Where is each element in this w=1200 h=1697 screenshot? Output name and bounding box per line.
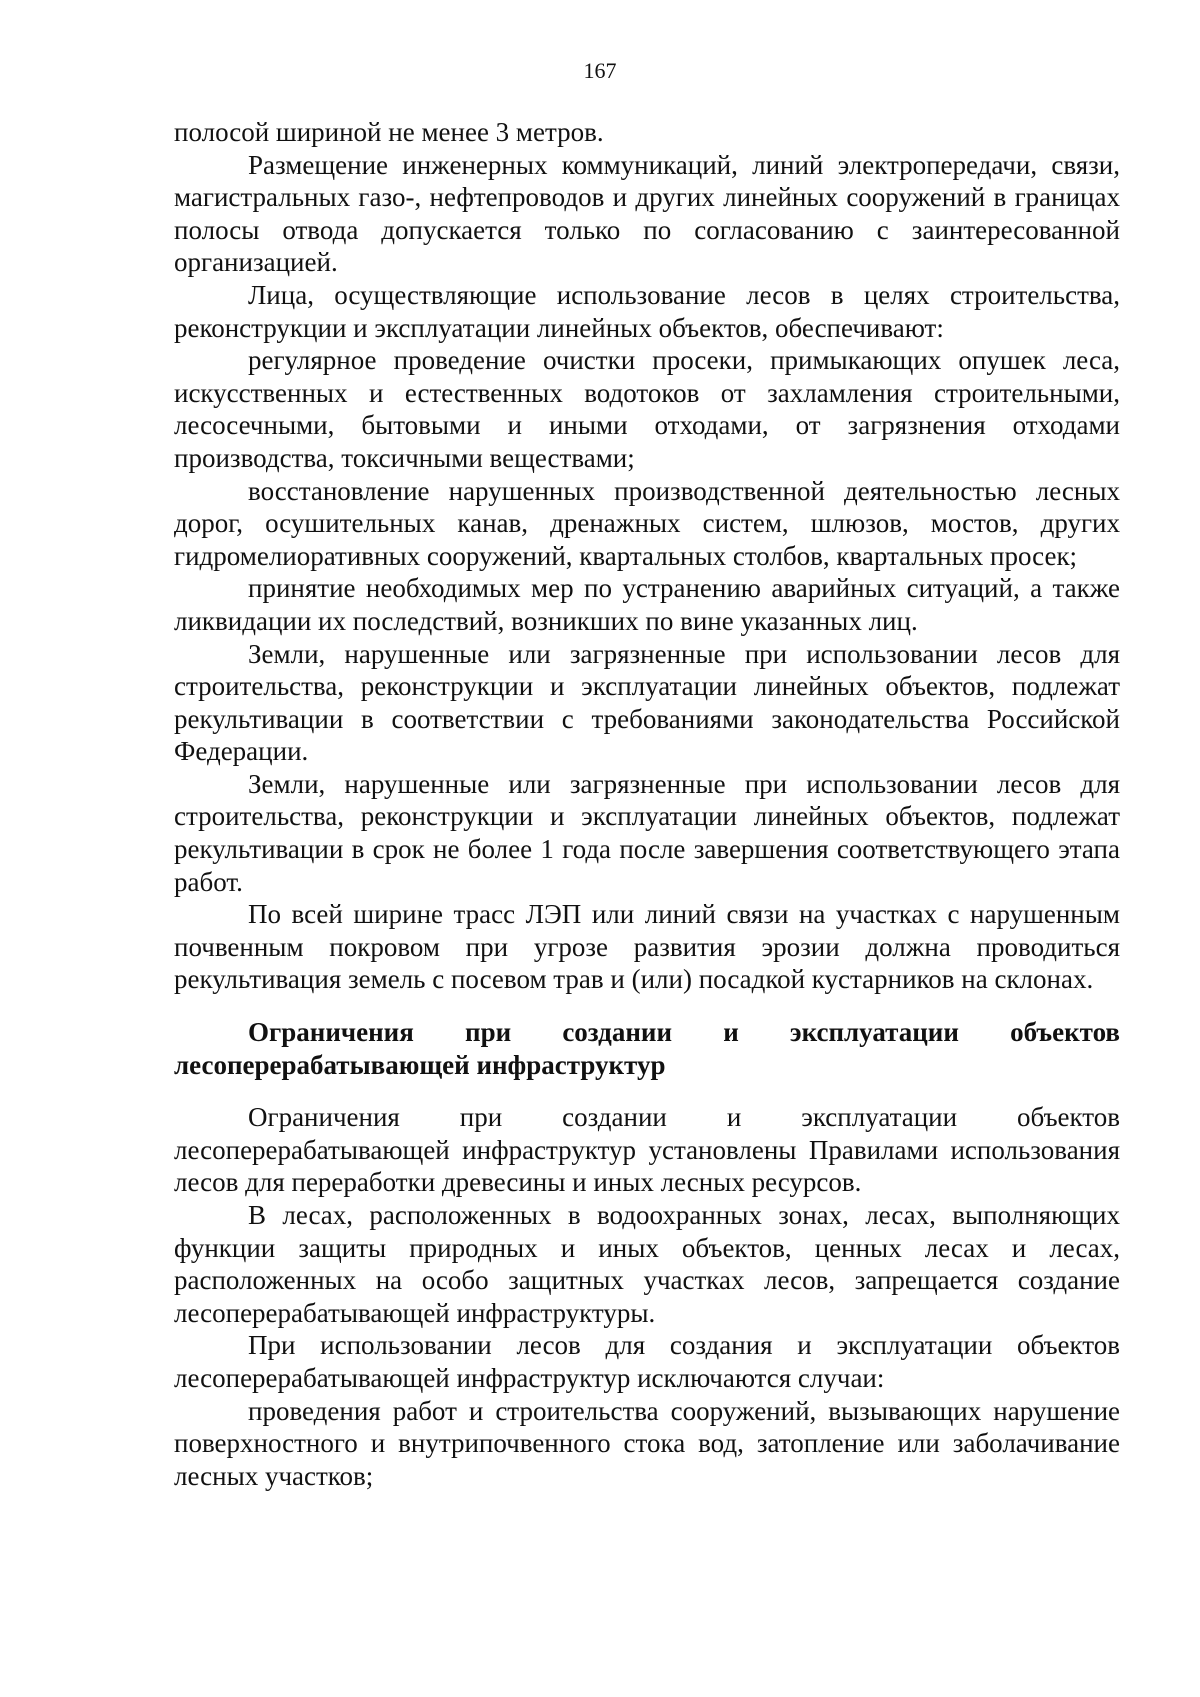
paragraph: По всей ширине трасс ЛЭП или линий связи на участках с нарушенным почвенным покровом при угрозе развития эрозии должна проводиться рекультивация земель с посевом трав и (или) посадкой кустарников на склонах. (174, 899, 1120, 995)
list-item: принятие необходимых мер по устранению аварийных ситуаций, а также ликвидации их последствий, возникших по вине указанных лиц. (174, 573, 1120, 636)
paragraph: полосой шириной не менее 3 метров. (174, 117, 604, 147)
list-item: восстановление нарушенных производственной деятельностью лесных дорог, осушительных канав, дренажных систем, шлюзов, мостов, других гидромелиоративных сооружений, квартальных столбов, квартальных просек; (174, 475, 1120, 571)
document-body (174, 116, 1120, 1492)
paragraph: Размещение инженерных коммуникаций, линий электропередачи, связи, магистральных газо-, нефтепроводов и других линейных сооружений в границах полосы отвода допускается только по согласованию с заинтересованной организацией. (174, 149, 1120, 278)
paragraph: Лица, осуществляющие использование лесов в целях строительства, реконструкции и эксплуатации линейных объектов, обеспечивают: (174, 279, 1120, 343)
section-heading: Ограничения при создании и эксплуатации объектов лесоперерабатывающей инфраструктур (174, 1017, 1120, 1080)
paragraph: Земли, нарушенные или загрязненные при использовании лесов для строительства, реконструкции и эксплуатации линейных объектов, подлежат рекультивации в соответствии с требованиями законодательства Российской Федерации. (174, 638, 1120, 767)
list-item: проведения работ и строительства сооружений, вызывающих нарушение поверхностного и внутрипочвенного стока вод, затопление или заболачивание лесных участков; (174, 1395, 1120, 1491)
paragraph: В лесах, расположенных в водоохранных зонах, лесах, выполняющих функции защиты природных и иных объектов, ценных лесах и лесах, расположенных на особо защитных участках лесов, запрещается создание лесоперерабатывающей инфраструктуры. (174, 1200, 1120, 1328)
list-item: регулярное проведение очистки просеки, примыкающих опушек леса, искусственных и естественных водотоков от захламления строительными, лесосечными, бытовыми и иными отходами, от загрязнения отходами производства, токсичными веществами; (174, 345, 1120, 473)
page-number: 167 (583, 58, 617, 83)
paragraph: Земли, нарушенные или загрязненные при использовании лесов для строительства, реконструкции и эксплуатации линейных объектов, подлежат рекультивации в срок не более 1 года после завершения соответствующего этапа работ. (174, 768, 1120, 897)
paragraph: Ограничения при создании и эксплуатации объектов лесоперерабатывающей инфраструктур установлены Правилами использования лесов для переработки древесины и иных лесных ресурсов. (174, 1102, 1120, 1198)
paragraph: При использовании лесов для создания и эксплуатации объектов лесоперерабатывающей инфраструктур исключаются случаи: (174, 1330, 1120, 1393)
